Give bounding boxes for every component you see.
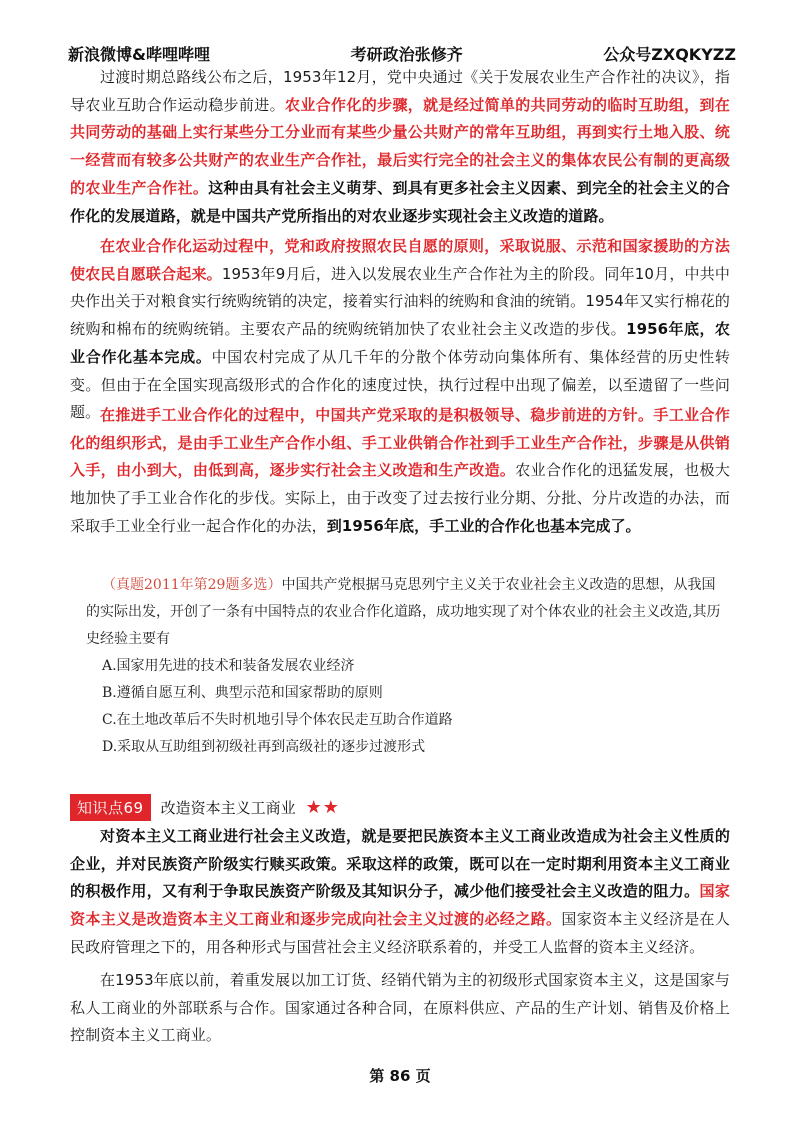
paragraph-handicraft-cooperation (70, 402, 730, 541)
exam-question-block (86, 572, 726, 761)
exam-question-source: （真题2011年第29题多选） (102, 577, 282, 593)
header-center-author: 考研政治张修齐 (350, 45, 463, 64)
exam-question-stem (86, 572, 726, 653)
importance-stars-icon: ★★ (305, 797, 340, 818)
p1-text-plain: 过渡时期总路线公布之后，1953年12月，党中央通过《关于发展农业生产合作社的决议》，指导农业互助合作运动稳步前进。 (70, 68, 730, 114)
page-header (68, 42, 736, 65)
p4-text-plain: 国家资本主义经济是在人民政府管理之下的，用各种形式与国营社会主义经济联系着的，并受工人监督的资本主义经济。 (70, 910, 731, 956)
paragraph-agricultural-cooperation-steps (70, 64, 730, 230)
header-left-weibo-bilibili: 新浪微博&哔哩哔哩 (68, 45, 210, 64)
exam-question-text: 中国共产党根据马克思列宁主义关于农业社会主义改造的思想，从我国的实际出发，开创了一条有中国特点的农业合作化道路，成功地实现了对个体农业的社会主义改造,其历史经验主要有 (86, 577, 721, 647)
p4-text-bold: 对资本主义工商业进行社会主义改造，就是要把民族资本主义工商业改造成为社会主义性质的企业，并对民族资产阶级实行赎买政策。采取这样的政策，既可以在一定时期利用资本主义工商业的积极作用，又有利于争取民族资产阶级及其知识分子，减少他们接受社会主义改造的阻力。 (70, 827, 730, 901)
p5-text-plain: 在1953年底以前，着重发展以加工订货、经销代销为主的初级形式国家资本主义，这是国家与私人工商业的外部联系与合作。国家通过各种合同，在原料供应、产品的生产计划、销售及价格上控制资本主义工商业。 (70, 971, 730, 1045)
exam-option-c: C.在土地改革后不失时机地引导个体农民走互助合作道路 (102, 712, 453, 728)
header-right-wechat-account: 公众号ZXQKYZZ (603, 45, 736, 64)
knowledge-point-badge: 知识点69 (70, 794, 151, 821)
paragraph-agricultural-cooperation-process (70, 233, 730, 427)
paragraph-state-capitalism-before-1953 (70, 967, 730, 1050)
exam-option-a: A.国家用先进的技术和装备发展农业经济 (102, 658, 355, 674)
p1-text-red-highlight: 农业合作化的步骤，就是经过简单的共同劳动的临时互助组，到在共同劳动的基础上实行某些分工分业而有某些少量公共财产的常年互助组，再到实行土地入股、统一经营而有较多公共财产的农业生产合作社，最后实行完全的社会主义的集体农民公有制的更高级的农业生产合作社。 (70, 95, 730, 197)
knowledge-point-title: 改造资本主义工商业 (160, 799, 296, 817)
p3-text-plain: 农业合作化的迅猛发展，也极大地加快了手工业合作化的步伐。实际上，由于改变了过去按行业分期、分批、分片改造的办法，而采取手工业全行业一起合作化的办法， (70, 461, 731, 535)
p2-text-plain-2: 中国农村完成了从几千年的分散个体劳动向集体所有、集体经营的历史性转变。但由于在全国实现高级形式的合作化的速度过快，执行过程中出现了偏差，以至遗留了一些问题。 (70, 347, 730, 422)
knowledge-point-heading (70, 794, 340, 821)
paragraph-capitalist-industry-transformation (70, 823, 730, 962)
exam-option-b: B.遵循自愿互利、典型示范和国家帮助的原则 (102, 685, 383, 701)
p1-text-bold: 这种由具有社会主义萌芽、到具有更多社会主义因素、到完全的社会主义的合作化的发展道路，就是中国共产党所指出的对农业逐步实现社会主义改造的道路。 (70, 178, 731, 225)
p2-text-bold: 1956年底，农业合作化基本完成。 (70, 320, 730, 366)
p2-text-red-highlight: 在农业合作化运动过程中，党和政府按照农民自愿的原则，采取说服、示范和国家援助的方法使农民自愿联合起来。 (70, 237, 730, 283)
p2-text-plain: 1953年9月后，进入以发展农业生产合作社为主的阶段。同年10月，中共中央作出关于对粮食实行统购统销的决定，接着实行油料的统购和食油的统销。1954年又实行棉花的统购和棉布的统购统销。主要农产品的统购统销加快了农业社会主义改造的步伐。 (70, 264, 730, 339)
p3-text-red-highlight: 在推进手工业合作化的过程中，中国共产党采取的是积极领导、稳步前进的方针。手工业合作化的组织形式，是由手工业生产合作小组、手工业供销合作社到手工业生产合作社，步骤是从供销入手，由小到大，由低到高，逐步实行社会主义改造和生产改造。 (70, 406, 730, 480)
exam-option-d: D.采取从互助组到初级社再到高级社的逐步过渡形式 (102, 739, 426, 755)
p4-text-red-highlight: 国家资本主义是改造资本主义工商业和逐步完成向社会主义过渡的必经之路。 (70, 882, 731, 929)
p3-text-bold: 到1956年底，手工业的合作化也基本完成了。 (326, 516, 641, 535)
page-number: 第 86 页 (369, 1067, 431, 1085)
